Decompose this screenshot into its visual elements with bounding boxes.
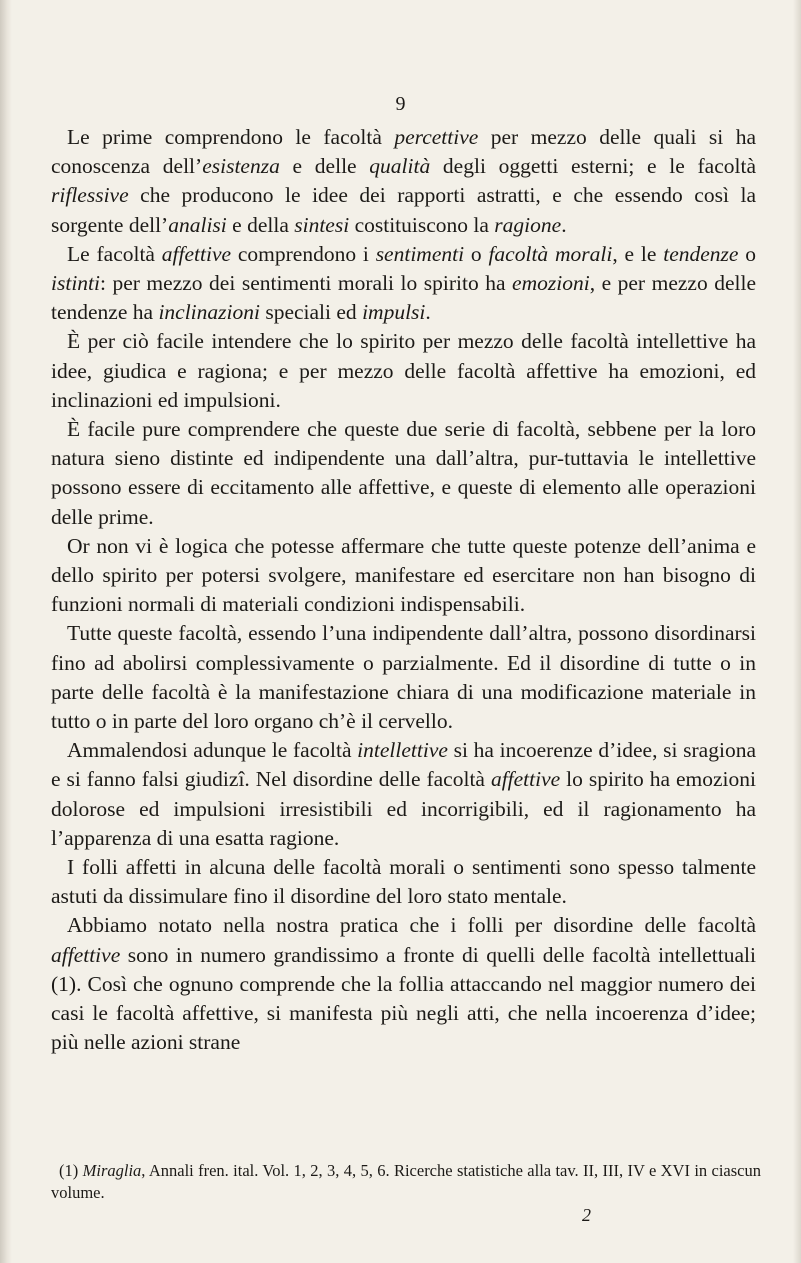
text-run: Abbiamo notato nella nostra pratica che i folli per disordine delle facoltà (67, 913, 756, 938)
paragraph (51, 853, 756, 911)
footnote-text (51, 1160, 761, 1204)
italic-term: affettive (490, 767, 561, 792)
italic-term: istinti (51, 271, 100, 296)
text-run: sono in numero grandissimo a fronte di quelli delle facoltà intellettuali (1). Così che ognuno comprende che la follia attaccando nel maggior numero dei casi le facoltà affettive, si manifesta più negli atti, che nella incoerenza d’idee; più nelle azioni strane (51, 942, 756, 1055)
italic-term: affettive (161, 241, 232, 266)
text-run: (1) (59, 1161, 83, 1180)
page-right-edge (793, 0, 801, 1263)
italic-term: tendenze (663, 241, 739, 266)
text-run: I folli affetti in alcuna delle facoltà morali o sentimenti sono spesso talmente astuti da dissimulare fino il disordine del loro stato mentale. (51, 855, 756, 909)
paragraph (51, 327, 756, 415)
text-run: , Annali fren. ital. Vol. 1, 2, 3, 4, 5, 6. Ricerche statistiche alla tav. II, III, IV e XVI in ciascun volume. (51, 1161, 761, 1202)
text-run: o (738, 241, 757, 266)
italic-term: riflessive (51, 183, 129, 208)
footnote (51, 1160, 761, 1204)
text-run: È facile pure comprendere che queste due serie di facoltà, sebbene per la loro natura sieno distinte ed indipendente una dall’altra, pur-tuttavia le intellettive possono essere di eccitamento alle affettive, e queste di elemento alle operazioni delle prime. (51, 417, 756, 529)
italic-term: impulsi (362, 300, 426, 325)
text-run: lo spirito ha emozioni dolorose ed impulsioni irresistibili ed incorrigibili, ed il ragionamento ha l’apparenza di una esatta ragione. (51, 767, 757, 850)
text-run: per mezzo delle quali si ha conoscenza dell’ (51, 125, 756, 179)
text-run: e delle (279, 154, 370, 179)
paragraph (51, 240, 756, 328)
italic-term: percettive (394, 125, 479, 149)
italic-term: sentimenti (375, 241, 465, 266)
text-run: si ha incoerenze d’idee, si sragiona e si fanno falsi giudizî. Nel disordine delle facoltà (51, 738, 756, 792)
text-run: , e per mezzo delle tendenze ha (51, 271, 756, 325)
paragraph (51, 736, 756, 853)
text-run: Or non vi è logica che potesse affermare che tutte queste potenze dell’anima e dello spirito per potersi svolgere, manifestare ed esercitare non han bisogno di funzioni normali di materiali condizioni indispensabili. (51, 533, 756, 617)
text-run: . (561, 212, 567, 237)
text-run: che producono le idee dei rapporti astratti, e che essendo così la sorgente dell’ (51, 183, 756, 237)
text-run: Le facoltà (67, 241, 162, 266)
text-run: Tutte queste facoltà, essendo l’una indipendente dall’altra, possono disordinarsi fino ad abolirsi complessivamente o parzialmente. Ed il disordine di tutte o in parte delle facoltà è la manifestazione chiara di una modificazione materiale in tutto o in parte del loro organo ch’è il cervello. (51, 621, 756, 734)
body-text (51, 123, 756, 1058)
italic-term: sintesi (294, 212, 350, 237)
page-left-edge (0, 0, 12, 1263)
text-run: speciali ed (259, 300, 363, 325)
paragraph (51, 123, 756, 240)
text-run: È per ciò facile intendere che lo spirito per mezzo delle facoltà intellettive ha idee, giudica e ragiona; e per mezzo delle facoltà affettive ha emozioni, ed inclinazioni ed impulsioni. (51, 329, 756, 412)
text-run: . (425, 300, 431, 325)
italic-term: esistenza (202, 154, 280, 179)
text-run: o (464, 241, 489, 266)
italic-term: affettive (51, 942, 121, 967)
italic-term: Miraglia (82, 1161, 142, 1180)
text-run: degli oggetti esterni; e le facoltà (430, 154, 757, 179)
paragraph (51, 532, 756, 620)
italic-term: qualità (369, 154, 431, 179)
paragraph (51, 911, 756, 1057)
italic-term: ragione (494, 212, 562, 237)
page-number: 9 (395, 93, 406, 115)
text-run: costituiscono la (349, 212, 495, 237)
text-run: Ammalendosi adunque le facoltà (67, 738, 358, 763)
text-run: , e le (612, 241, 664, 266)
italic-term: analisi (168, 212, 227, 237)
text-run: : per mezzo dei sentimenti morali lo spirito ha (99, 271, 513, 296)
italic-term: facoltà morali (488, 241, 613, 266)
italic-term: inclinazioni (158, 300, 260, 325)
signature-mark: 2 (582, 1205, 591, 1225)
text-run: Le prime comprendono le facoltà (67, 125, 395, 149)
paragraph (51, 619, 756, 736)
paragraph (51, 415, 756, 532)
text-run: e della (226, 212, 295, 237)
italic-term: intellettive (357, 738, 448, 763)
text-run: comprendono i (231, 241, 376, 266)
italic-term: emozioni (512, 271, 590, 296)
